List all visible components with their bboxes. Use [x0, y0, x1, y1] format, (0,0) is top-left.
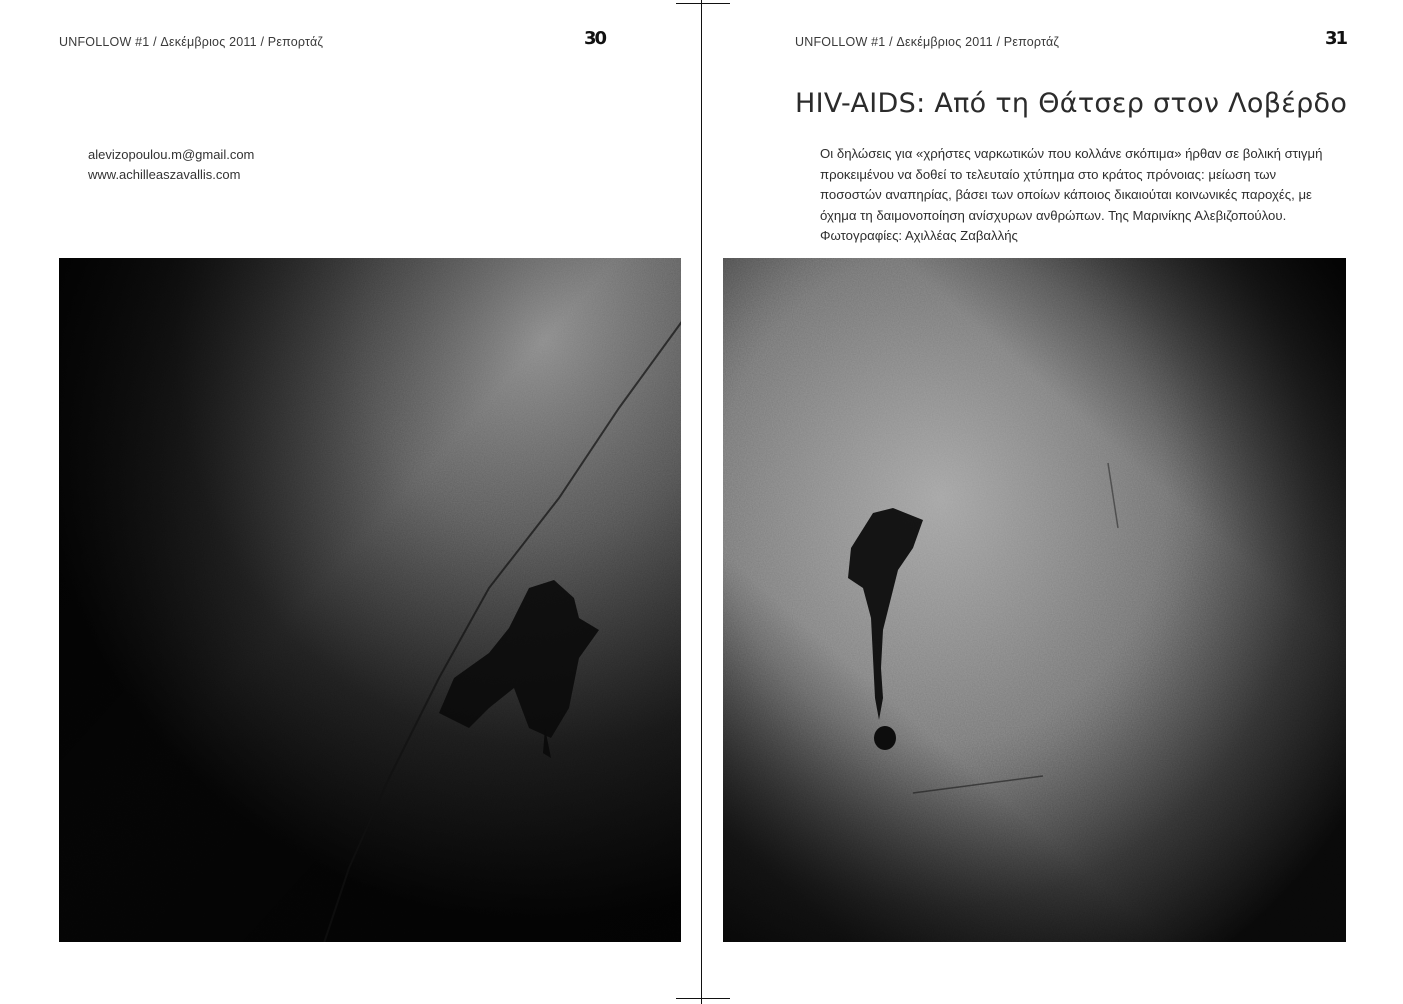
left-page	[0, 0, 700, 1004]
photo-asphalt-stain-left	[59, 258, 681, 942]
gutter-line	[701, 0, 702, 1004]
photo-asphalt-stain-right	[723, 258, 1346, 942]
contact-website[interactable]: www.achilleaszavallis.com	[88, 167, 241, 182]
photo-image	[59, 258, 681, 942]
running-header: UNFOLLOW #1 / Δεκέμβριος 2011 / Ρεπορτάζ	[59, 35, 324, 49]
page-number: 31	[1325, 28, 1347, 49]
contact-email[interactable]: alevizopoulou.m@gmail.com	[88, 147, 255, 162]
article-headline: HIV-AIDS: Από τη Θάτσερ στον Λοβέρδο	[795, 88, 1348, 119]
page-number: 30	[584, 28, 606, 49]
photo-image	[723, 258, 1346, 942]
running-header: UNFOLLOW #1 / Δεκέμβριος 2011 / Ρεπορτάζ	[795, 35, 1060, 49]
right-page	[703, 0, 1403, 1004]
article-lede: Οι δηλώσεις για «χρήστες ναρκωτικών που κολλάνε σκόπιμα» ήρθαν σε βολική στιγμή προκειμένου να δοθεί το τελευταίο χτύπημα στο κράτος πρόνοιας: μείωση των ποσοστών αναπηρίας, βάσει των οποίων κάποιος δικαιούται κοινωνικές παροχές, με όχημα τη δαιμονοποίηση ανίσχυρων ανθρώπων. Της Μαρινίκης Αλεβιζοπούλου. Φωτογραφίες: Αχιλλέας Ζαβαλλής	[820, 146, 1323, 244]
contact-info	[88, 145, 254, 185]
